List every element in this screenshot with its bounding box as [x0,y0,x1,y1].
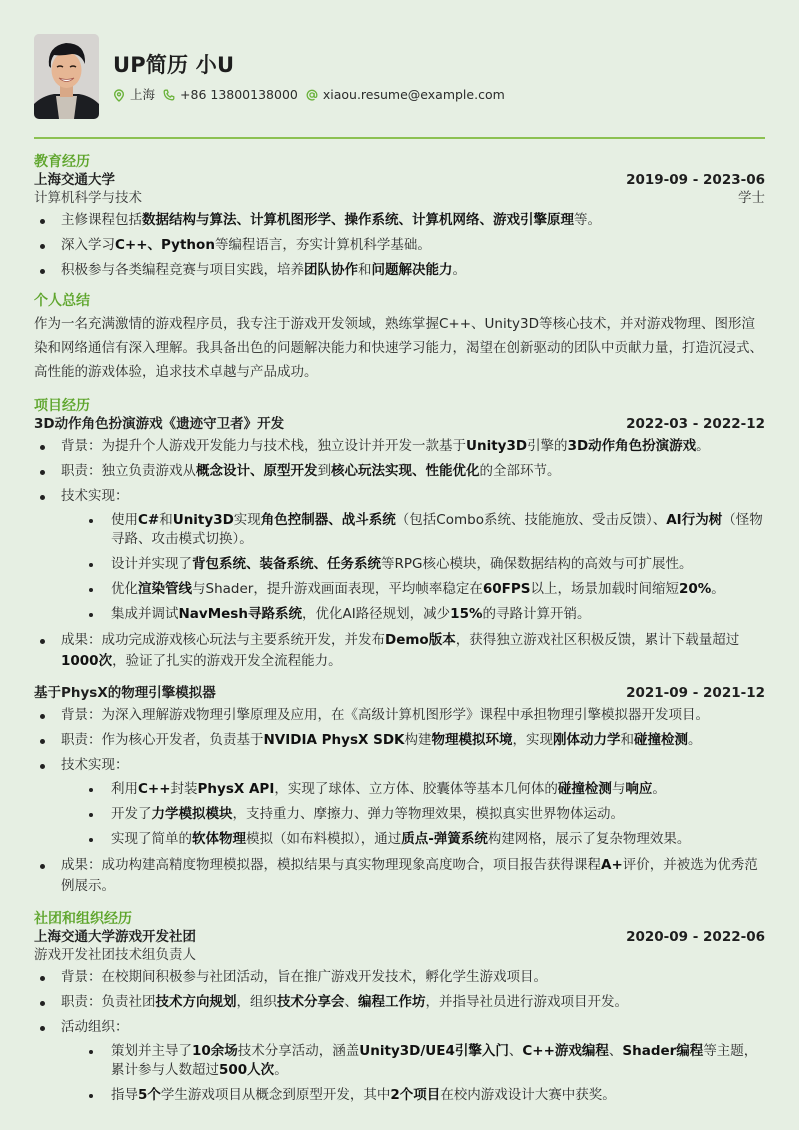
body-text: 等主题，累计参与人数超过 [111,1042,758,1078]
emphasis-text: Unity3D [172,511,234,528]
sub-bullet-item [86,1086,765,1105]
body-text: 主修课程包括 [61,211,142,228]
emphasis-text: 团队协作 [304,261,358,278]
candidate-name: UP简历 小U [113,53,235,77]
body-text: ，实现 [512,731,553,748]
body-text: 设计并实现了 [111,555,192,572]
body-text: 活动组织： [61,1018,129,1035]
at-sign-icon [306,89,318,101]
sub-bullets [61,780,765,849]
section-projects [34,398,765,897]
education-bullets [34,210,765,281]
bullet-item [34,755,765,849]
body-text: （怪物寻路、攻击模式切换）。 [111,511,763,547]
sub-bullet-item [86,511,765,549]
school-name: 上海交通大学 [34,171,115,188]
contact-email[interactable] [306,87,505,103]
bullet-item [34,1017,765,1105]
contact-location [113,87,155,103]
body-text: 的寻路计算开销。 [482,605,591,622]
body-text: 等RPG核心模块，确保数据结构的高效与可扩展性。 [381,555,693,572]
body-text: 和 [620,731,634,748]
body-text: 利用 [111,780,138,797]
project-bullets [34,436,765,672]
body-text: 职责：独立负责游戏从 [61,462,196,479]
body-text: 职责：作为核心开发者，负责基于 [61,731,264,748]
header-divider [34,137,765,139]
body-text: 封装 [170,780,198,797]
body-text: 和 [159,511,173,528]
sub-bullet-item [86,1042,765,1080]
sub-bullet-item [86,555,765,574]
body-text: 、 [508,1042,523,1059]
emphasis-text: 2个项目 [390,1086,441,1103]
body-text: 策划并主导了 [111,1042,192,1059]
avatar [34,34,99,119]
body-text: 背景：在校期间积极参与社团活动，旨在推广游戏开发技术，孵化学生游戏项目。 [61,968,547,985]
map-pin-icon [113,89,125,102]
emphasis-text: 数据结构与算法、计算机图形学、操作系统、计算机网络、游戏引擎原理 [142,211,574,228]
body-text: 、 [344,993,358,1010]
emphasis-text: PhysX API [197,780,275,797]
body-text: 集成并调试 [111,605,179,622]
emphasis-text: 10余场 [192,1042,238,1059]
body-text: 学生游戏项目从概念到原型开发，其中 [160,1086,391,1103]
section-title-organizations: 社团和组织经历 [34,910,132,927]
bullet-item [34,730,765,751]
body-text: 。 [688,731,702,748]
body-text: 积极参与各类编程竞赛与项目实践，培养 [61,261,304,278]
body-text: 模拟（如布料模拟），通过 [246,830,402,847]
emphasis-text: 技术方向规划 [155,993,237,1010]
body-text: 背景：为提升个人游戏开发能力与技术栈，独立设计并开发一款基于 [61,437,466,454]
organization-name: 上海交通大学游戏开发社团 [34,928,196,945]
emphasis-text: 力学模拟模块 [151,805,233,822]
emphasis-text: AI行为树 [666,511,723,528]
emphasis-text: 3D动作角色扮演游戏 [567,437,697,454]
body-text: 构建网格，展示了复杂物理效果。 [487,830,691,847]
sub-bullet-item [86,605,765,624]
emphasis-text: C++ [138,780,171,797]
bullet-item [34,967,765,988]
bullet-item [34,210,765,231]
body-text: 。 [696,437,710,454]
body-text: 。 [711,580,725,597]
phone-text: +86 13800138000 [180,87,298,102]
organization-date: 2020-09 - 2022-06 [626,928,765,945]
body-text: 在校内游戏设计大赛中获奖。 [440,1086,616,1103]
sub-bullet-item [86,830,765,849]
body-text: 职责：负责社团 [61,993,156,1010]
organization-entry [34,928,765,1105]
body-text: ，优化AI路径规划，减少 [301,605,451,622]
body-text: ，验证了扎实的游戏开发全流程能力。 [112,652,342,669]
body-text: 等编程语言，夯实计算机科学基础。 [214,236,431,253]
emphasis-text: A+ [601,856,623,873]
organization-entry-head [34,928,765,946]
body-text: 实现 [233,511,261,528]
emphasis-text: 碰撞检测 [557,780,612,797]
body-text: 。 [652,780,666,797]
emphasis-text: 质点-弹簧系统 [401,830,488,847]
section-title-education: 教育经历 [34,153,90,170]
organization-bullets [34,967,765,1105]
major: 计算机科学与技术 [34,189,142,206]
emphasis-text: 问题解决能力 [371,261,453,278]
sub-bullet-item [86,805,765,824]
bullet-item [34,705,765,726]
email-text: xiaou.resume@example.com [322,87,505,102]
contact-phone[interactable] [163,87,298,103]
resume-header [34,34,765,120]
body-text: 成果：成功构建高精度物理模拟器，模拟结果与真实物理现象高度吻合，项目报告获得课程 [61,856,601,873]
body-text: 评价，并被选为优秀范例展示。 [61,856,758,894]
emphasis-text: 编程工作坊 [358,993,426,1010]
project-entry-head [34,684,765,702]
degree: 学士 [738,189,765,206]
body-text: 实现了简单的 [111,830,192,847]
emphasis-text: 500人次 [219,1061,275,1078]
body-text: ，并指导社员进行游戏项目开发。 [425,993,628,1010]
project-entry [34,415,765,672]
section-title-summary: 个人总结 [34,292,90,309]
summary-text: 作为一名充满激情的游戏程序员，我专注于游戏开发领域，熟练掌握C++、Unity3D等核心技术，并对游戏物理、图形渲染和网络通信有深入理解。我具备出色的问题解决能力和快速学习能力，渴望在创新驱动的团队中贡献力量，打造沉浸式、高性能的游戏体验，追求技术卓越与产品成功。 [34,315,763,380]
project-date: 2021-09 - 2021-12 [626,684,765,701]
emphasis-text: Shader编程 [622,1042,704,1059]
header-info [113,34,513,103]
bullet-item [34,992,765,1013]
education-entry-head [34,171,765,189]
body-text: ，实现了球体、立方体、胶囊体等基本几何体的 [274,780,558,797]
emphasis-text: NVIDIA PhysX SDK [263,731,405,748]
body-text: 与Shader，提升游戏画面表现，平均帧率稳定在 [192,580,483,597]
sub-bullets [61,1042,765,1105]
emphasis-text: 20% [678,580,712,597]
emphasis-text: 碰撞检测 [634,731,688,748]
bullet-item [34,235,765,256]
emphasis-text: 1000次 [61,652,113,669]
body-text: 技术分享活动，涵盖 [237,1042,360,1059]
body-text: ，支持重力、摩擦力、弹力等物理效果，模拟真实世界物体运动。 [232,805,624,822]
portrait-photo-icon [34,34,99,119]
section-education [34,154,765,281]
body-text: 技术实现： [61,756,129,773]
emphasis-text: 5个 [138,1086,161,1103]
body-text: 的全部环节。 [479,462,561,479]
body-text: 成果：成功完成游戏核心玩法与主要系统开发，并发布 [61,631,385,648]
project-entry [34,684,765,897]
body-text: 技术实现： [61,487,129,504]
section-summary [34,293,765,384]
body-text: （包括Combo系统、技能施放、受击反馈）、 [395,511,667,528]
emphasis-text: 概念设计、原型开发 [196,462,318,479]
organization-role: 游戏开发社团技术组负责人 [34,946,196,963]
emphasis-text: 15% [450,605,483,622]
body-text: 等。 [574,211,601,228]
bullet-item [34,461,765,482]
emphasis-text: 角色控制器、战斗系统 [260,511,396,528]
section-title-projects: 项目经历 [34,397,90,414]
body-text: 构建 [404,731,432,748]
location-text: 上海 [130,87,156,102]
body-text: 优化 [111,580,138,597]
emphasis-text: C# [138,511,160,528]
education-date: 2019-09 - 2023-06 [626,171,765,188]
project-name: 基于PhysX的物理引擎模拟器 [34,684,216,701]
education-sub [34,189,765,207]
emphasis-text: 物理模拟环境 [431,731,513,748]
body-text: ，组织 [236,993,277,1010]
phone-icon [163,89,175,101]
emphasis-text: 渲染管线 [138,580,192,597]
body-text: 、 [608,1042,623,1059]
sub-bullet-item [86,780,765,799]
emphasis-text: 技术分享会 [277,993,345,1010]
body-text: 到 [317,462,331,479]
emphasis-text: 核心玩法实现、性能优化 [331,462,480,479]
body-text: 开发了 [111,805,152,822]
body-text: ，获得独立游戏社区积极反馈，累计下载量超过 [455,631,740,648]
emphasis-text: 背包系统、装备系统、任务系统 [192,555,381,572]
body-text: 指导 [111,1086,138,1103]
sub-bullets [61,511,765,624]
emphasis-text: Unity3D/UE4引擎入门 [359,1042,509,1059]
bullet-item [34,855,765,897]
section-organizations [34,911,765,1105]
education-entry [34,171,765,281]
project-bullets [34,705,765,897]
emphasis-text: 软体物理 [192,830,246,847]
bullet-item [34,436,765,457]
bullet-item [34,630,765,672]
body-text: 引擎的 [527,437,568,454]
body-text: 。 [452,261,466,278]
body-text: 背景：为深入理解游戏物理引擎原理及应用，在《高级计算机图形学》课程中承担物理引擎模拟器开发项目。 [61,706,709,723]
emphasis-text: C++游戏编程 [522,1042,609,1059]
body-text: 和 [358,261,372,278]
emphasis-text: Demo版本 [385,631,456,648]
emphasis-text: C++、Python [115,236,215,253]
emphasis-text: NavMesh寻路系统 [178,605,302,622]
body-text: 。 [274,1061,288,1078]
body-text: 与 [611,780,626,797]
body-text: 使用 [111,511,138,528]
sub-bullet-item [86,580,765,599]
bullet-item [34,486,765,624]
body-text: 深入学习 [61,236,115,253]
project-date: 2022-03 - 2022-12 [626,415,765,432]
emphasis-text: 刚体动力学 [553,731,621,748]
emphasis-text: 60FPS [482,580,531,597]
organization-sub [34,946,765,964]
project-name: 3D动作角色扮演游戏《遗迹守卫者》开发 [34,415,285,432]
body-text: 以上，场景加载时间缩短 [530,580,679,597]
contact-row [113,87,513,103]
emphasis-text: 响应 [625,780,653,797]
emphasis-text: Unity3D [466,437,528,454]
project-entry-head [34,415,765,433]
bullet-item [34,260,765,281]
